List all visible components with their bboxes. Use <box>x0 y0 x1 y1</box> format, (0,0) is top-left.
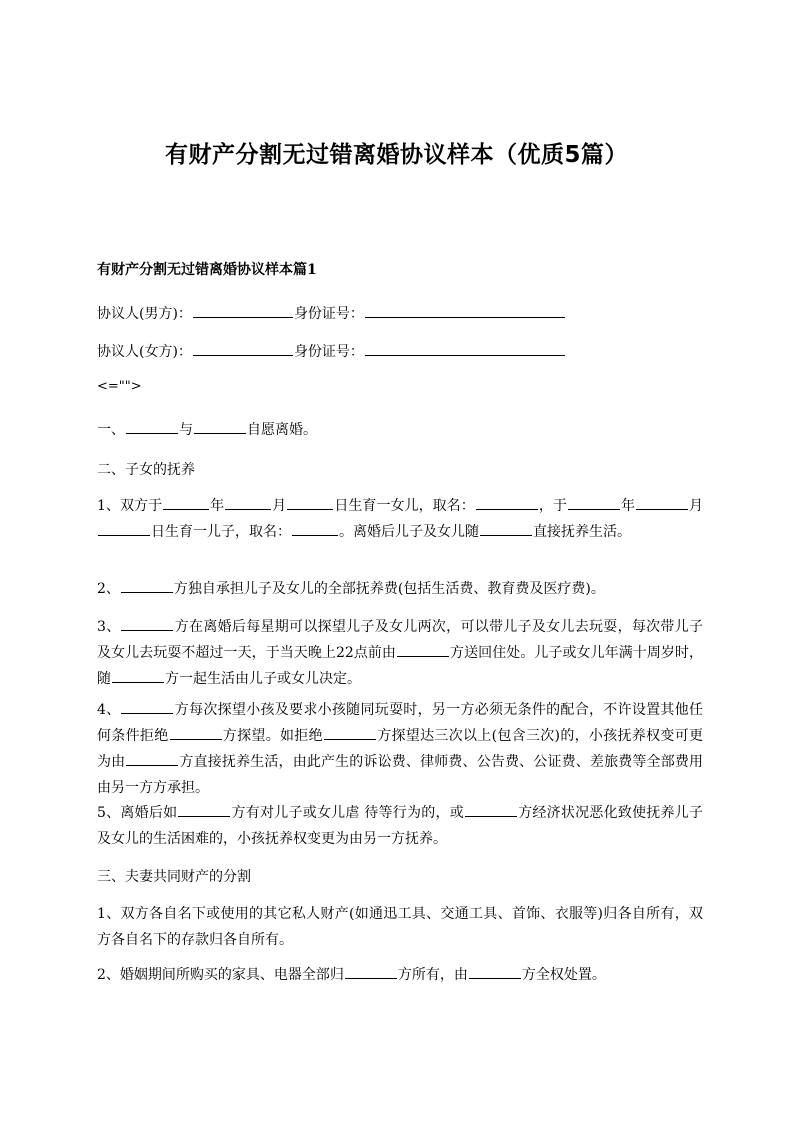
blank-field <box>365 303 565 318</box>
blank-field <box>178 802 230 817</box>
item-text: 月 <box>272 498 287 514</box>
item-text: 方一起生活由儿子或女儿决定。 <box>165 671 361 687</box>
item-3 <box>97 614 703 692</box>
blank-field <box>112 668 164 683</box>
section-heading: 有财产分割无过错离婚协议样本篇1 <box>97 262 317 278</box>
item-text: 日生育一儿子，取名： <box>151 524 291 540</box>
blank-field <box>121 699 173 714</box>
blank-field <box>170 725 222 740</box>
blank-field <box>636 495 688 510</box>
clause-2-heading: 二、子女的抚养 <box>97 462 195 478</box>
item-text: 方有对儿子或女儿虐 待等行为的，或 <box>231 805 464 821</box>
blank-field <box>121 616 173 631</box>
item-text: 方直接抚养生活，由此产生的诉讼费、律师费、公告费、公证费、差旅费等全部费用由另一方方承担。 <box>97 754 704 796</box>
clause-text: 与 <box>179 422 193 438</box>
blank-field <box>324 725 376 740</box>
item-text: 4、 <box>97 702 121 718</box>
item-4 <box>97 697 703 801</box>
item-text: 方所有，由 <box>397 967 468 983</box>
document-title: 有财产分割无过错离婚协议样本（优质5篇） <box>164 142 628 168</box>
blank-field <box>193 303 293 318</box>
item-text: 方经济状况恶化致使抚养儿子及女儿的生活困难的，小孩抚养权变更为由另一方抚养。 <box>97 805 703 847</box>
item-text: 方每次探望小孩及要求小孩随同玩耍时，另一方必须无条件的配合，不许设置其他任何条件拒绝 <box>97 702 703 744</box>
item-text: 月 <box>689 498 704 514</box>
blank-field <box>476 495 538 510</box>
blank-field <box>568 495 620 510</box>
id-label: 身份证号： <box>293 344 364 360</box>
blank-field <box>225 495 271 510</box>
item-text: 5、离婚后如 <box>97 805 178 821</box>
item-text: 方送回住处。儿子或女儿年满十周岁时，随 <box>97 645 703 687</box>
item-text: 1、双方于 <box>97 498 163 514</box>
clause-text: 一、 <box>97 422 125 438</box>
blank-field <box>345 964 397 979</box>
item-text: 方全权处置。 <box>521 967 606 983</box>
item-text: ，于 <box>538 498 567 514</box>
party-male-label: 协议人(男方)： <box>97 306 192 322</box>
blank-field <box>469 964 521 979</box>
clause-3-heading: 三、夫妻共同财产的分割 <box>97 869 251 885</box>
item-text: 抚养生活。 <box>561 524 631 540</box>
blank-field <box>287 495 333 510</box>
blank-field <box>292 521 338 536</box>
blank-field <box>365 341 565 356</box>
item-text: 直接 <box>533 524 561 540</box>
item-text: 。离婚后儿子及女儿随 <box>339 524 479 540</box>
party-male-line <box>97 303 566 325</box>
blank-field <box>126 419 178 434</box>
blank-field <box>194 419 246 434</box>
blank-field <box>121 578 173 593</box>
party-female-label: 协议人(女方)： <box>97 344 192 360</box>
item-text: 3、 <box>97 619 121 635</box>
blank-field <box>480 521 532 536</box>
item-text: 方在离婚后每星期可以探望儿子及女儿两次，可以带儿子及女儿去玩耍，每次带儿子及女儿去玩耍不超过一天，于当天晚上22点前由 <box>97 619 703 661</box>
blank-field <box>98 521 150 536</box>
item-5 <box>97 800 703 852</box>
item-text: 方独自承担儿子及女儿的全部抚养费(包括生活费、教育费及医疗费)。 <box>173 581 605 597</box>
property-item-2 <box>97 962 703 988</box>
item-text: 2、 <box>97 581 120 597</box>
party-female-line <box>97 341 566 363</box>
item-text: 年 <box>620 498 635 514</box>
blank-field <box>193 341 293 356</box>
blank-field <box>163 495 209 510</box>
item-text: 方探望达三次以上(包含三次)的，小孩抚养权变可更为由 <box>97 728 704 770</box>
item-2 <box>97 576 703 602</box>
placeholder-line: <=""> <box>97 379 142 394</box>
blank-field <box>465 802 517 817</box>
item-text: 2、婚姻期间所购买的家具、电器全部归 <box>97 967 344 983</box>
item-1 <box>97 493 703 545</box>
item-text: 方探望。如拒绝 <box>222 728 323 744</box>
id-label: 身份证号： <box>293 306 364 322</box>
item-text: 日生育一女儿，取名： <box>334 498 475 514</box>
property-item-1: 1、双方各自名下或使用的其它私人财产(如通迅工具、交通工具、首饰、衣服等)归各自所有，双方各自名下的存款归各自所有。 <box>97 906 703 948</box>
item-text: 年 <box>210 498 225 514</box>
blank-field <box>126 751 178 766</box>
blank-field <box>397 642 449 657</box>
clause-text: 自愿离婚。 <box>247 422 317 438</box>
clause-1 <box>97 419 317 441</box>
